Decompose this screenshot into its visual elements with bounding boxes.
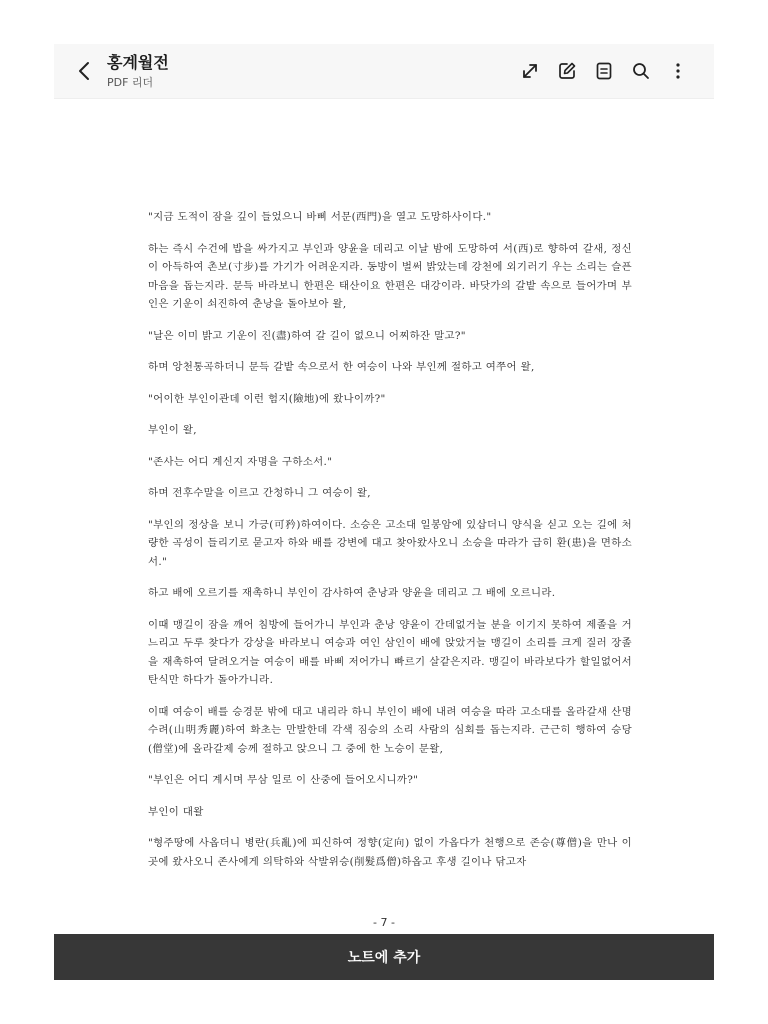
search-button[interactable] <box>629 59 653 83</box>
paragraph: 부인이 대왈 <box>148 805 204 818</box>
back-button[interactable] <box>74 59 96 83</box>
app-subtitle: PDF 리더 <box>107 76 154 89</box>
reader-window <box>54 44 714 980</box>
expand-icon <box>520 61 540 81</box>
paragraph: "부인은 어디 계시며 무삼 일로 이 산중에 들어오시니까?" <box>148 774 419 786</box>
notes-button[interactable] <box>592 59 616 83</box>
search-icon <box>631 61 651 81</box>
add-to-note-label: 노트에 추가 <box>347 950 421 966</box>
edit-icon <box>557 61 577 81</box>
expand-button[interactable] <box>518 59 542 83</box>
document-title: 홍계월전 <box>107 53 169 72</box>
more-vertical-icon <box>668 61 688 81</box>
paragraph: 하며 전후수말을 이르고 간청하니 그 여승이 왈, <box>148 487 371 499</box>
app-header <box>54 44 714 99</box>
edit-button[interactable] <box>555 59 579 83</box>
title-block <box>107 52 169 90</box>
paragraph: 하며 앙천통곡하더니 문득 갈밭 속으로서 한 여승이 나와 부인께 절하고 여쭈어 왈, <box>148 361 535 373</box>
notes-icon <box>594 61 614 81</box>
toolbar <box>505 58 690 84</box>
more-options-button[interactable] <box>666 59 690 83</box>
paragraph: 이때 맹길이 잠을 깨어 침방에 들어가니 부인과 춘낭 양윤이 간데없거늘 분을 이기지 못하여 제졸을 거느리고 두루 찾다가 강상을 바라보니 여승과 여인 삼인이 배에 앉았거늘 맹길이 소리를 크게 질러 장졸을 재촉하여 달려오거늘 여승이 배를 바삐 저어가니 빠르기 살같은지라. 맹길이 바라보다가 할일없어서 탄식만 하다가 돌아가니라. <box>148 618 632 686</box>
page-number: - 7 - <box>373 916 395 929</box>
paragraph: "부인의 정상을 보니 가긍(可矜)하여이다. 소승은 고소대 일봉암에 있삽더니 양식을 싣고 오는 길에 처량한 곡성이 들리기로 묻고자 하와 배를 강변에 대고 찾아왔사오니 소승을 따라가 급히 환(患)을 면하소서." <box>148 518 632 568</box>
add-to-note-button[interactable] <box>54 934 714 980</box>
paragraph: "형주땅에 사옵더니 병란(兵亂)에 피신하여 정향(定向) 없이 가옵다가 천행으로 존승(尊僧)을 만나 이곳에 왔사오니 존사에게 의탁하와 삭발위승(削髮爲僧)하옵고 후생 길이나 닦고자 <box>148 837 632 868</box>
paragraph: 부인이 왈, <box>148 424 197 436</box>
paragraph: 하는 즉시 수건에 밥을 싸가지고 부인과 양윤을 데리고 이날 밤에 도망하여 서(西)로 향하여 갈새, 정신이 아득하여 촌보(寸步)를 가기가 어려운지라. 동방이 벌써 밝았는데 강천에 외기러기 우는 소리는 슬픈 마음을 돕는지라. 문득 바라보니 한편은 태산이요 한편은 대강이라. 바닷가의 갈밭 속으로 들어가며 부인은 기운이 쇠진하여 춘낭을 돌아보아 왈, <box>148 242 632 310</box>
back-chevron-icon <box>74 59 96 83</box>
paragraph: "어이한 부인이관데 이런 험지(險地)에 왔나이까?" <box>148 392 386 405</box>
paragraph: 하고 배에 오르기를 재촉하니 부인이 감사하여 춘낭과 양윤을 데리고 그 배에 오르니라. <box>148 587 556 599</box>
paragraph: "날은 이미 밝고 기운이 진(盡)하여 갈 길이 없으니 어찌하잔 말고?" <box>148 329 466 342</box>
paragraph: 이때 여승이 배를 승경문 밖에 대고 내리라 하니 부인이 배에 내려 여승을 따라 고소대를 올라갈새 산명수려(山明秀麗)하여 화초는 만발한데 각색 짐승의 소리 사람의 심회를 돕는지라. 근근히 행하여 승당(僧堂)에 올라갈제 승께 절하고 앉으니 그 중에 한 노승이 문왈, <box>148 705 632 755</box>
paragraph: "지금 도적이 잠을 깊이 들었으니 바삐 서문(西門)을 열고 도망하사이다." <box>148 211 492 223</box>
paragraph: "존사는 어디 계신지 자명을 구하소서." <box>148 455 333 468</box>
document-page-text <box>148 208 632 884</box>
